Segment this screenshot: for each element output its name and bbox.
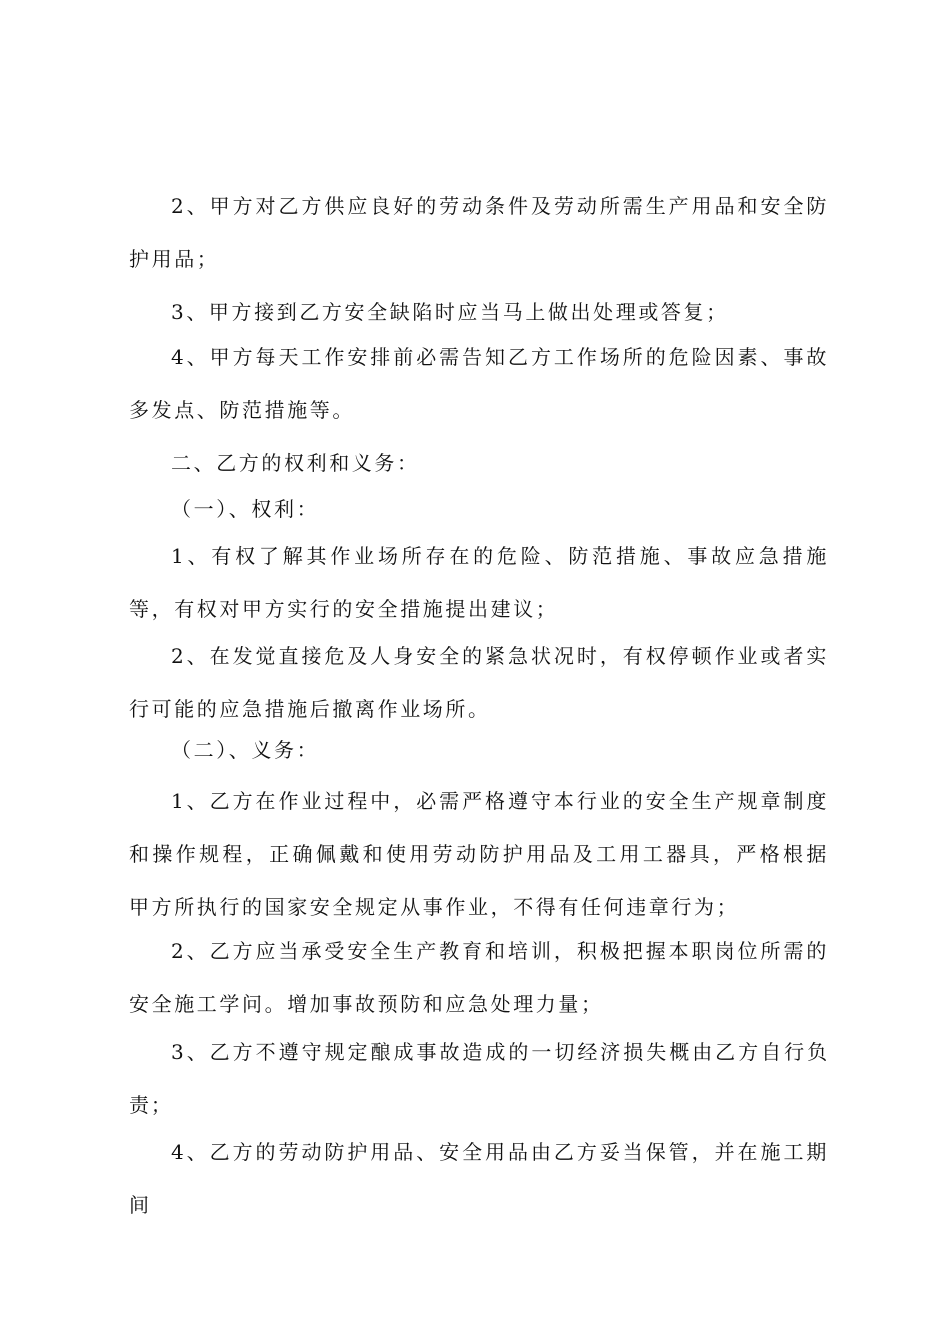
paragraph-party-a-notify: 4、甲方每天工作安排前必需告知乙方工作场所的危险因素、事故多发点、防范措施等。 bbox=[129, 345, 829, 422]
paragraph-duty-3: 3、乙方不遵守规定酿成事故造成的一切经济损失概由乙方自行负责； bbox=[129, 1040, 829, 1117]
paragraph-duty-4: 4、乙方的劳动防护用品、安全用品由乙方妥当保管，并在施工期间 bbox=[129, 1140, 829, 1217]
subheading-duties: （二）、义务： bbox=[171, 738, 320, 762]
paragraph-duty-2: 2、乙方应当承受安全生产教育和培训，积极把握本职岗位所需的安全施工学问。增加事故预防和应急处理力量； bbox=[129, 939, 829, 1016]
paragraph-duty-1: 1、乙方在作业过程中，必需严格遵守本行业的安全生产规章制度和操作规程，正确佩戴和使用劳动防护用品及工用工器具，严格根据甲方所执行的国家安全规定从事作业，不得有任何违章行为； bbox=[129, 789, 829, 919]
subheading-rights: （一）、权利： bbox=[171, 497, 320, 521]
paragraph-party-a-conditions: 2、甲方对乙方供应良好的劳动条件及劳动所需生产用品和安全防护用品； bbox=[129, 194, 829, 271]
paragraph-party-a-response: 3、甲方接到乙方安全缺陷时应当马上做出处理或答复； bbox=[171, 300, 729, 324]
paragraph-right-1: 1、有权了解其作业场所存在的危险、防范措施、事故应急措施等，有权对甲方实行的安全措施提出建议； bbox=[129, 544, 829, 621]
section-heading-party-b: 二、乙方的权利和义务： bbox=[171, 451, 420, 475]
paragraph-right-2: 2、在发觉直接危及人身安全的紧急状况时，有权停顿作业或者实行可能的应急措施后撤离作业场所。 bbox=[129, 644, 829, 721]
